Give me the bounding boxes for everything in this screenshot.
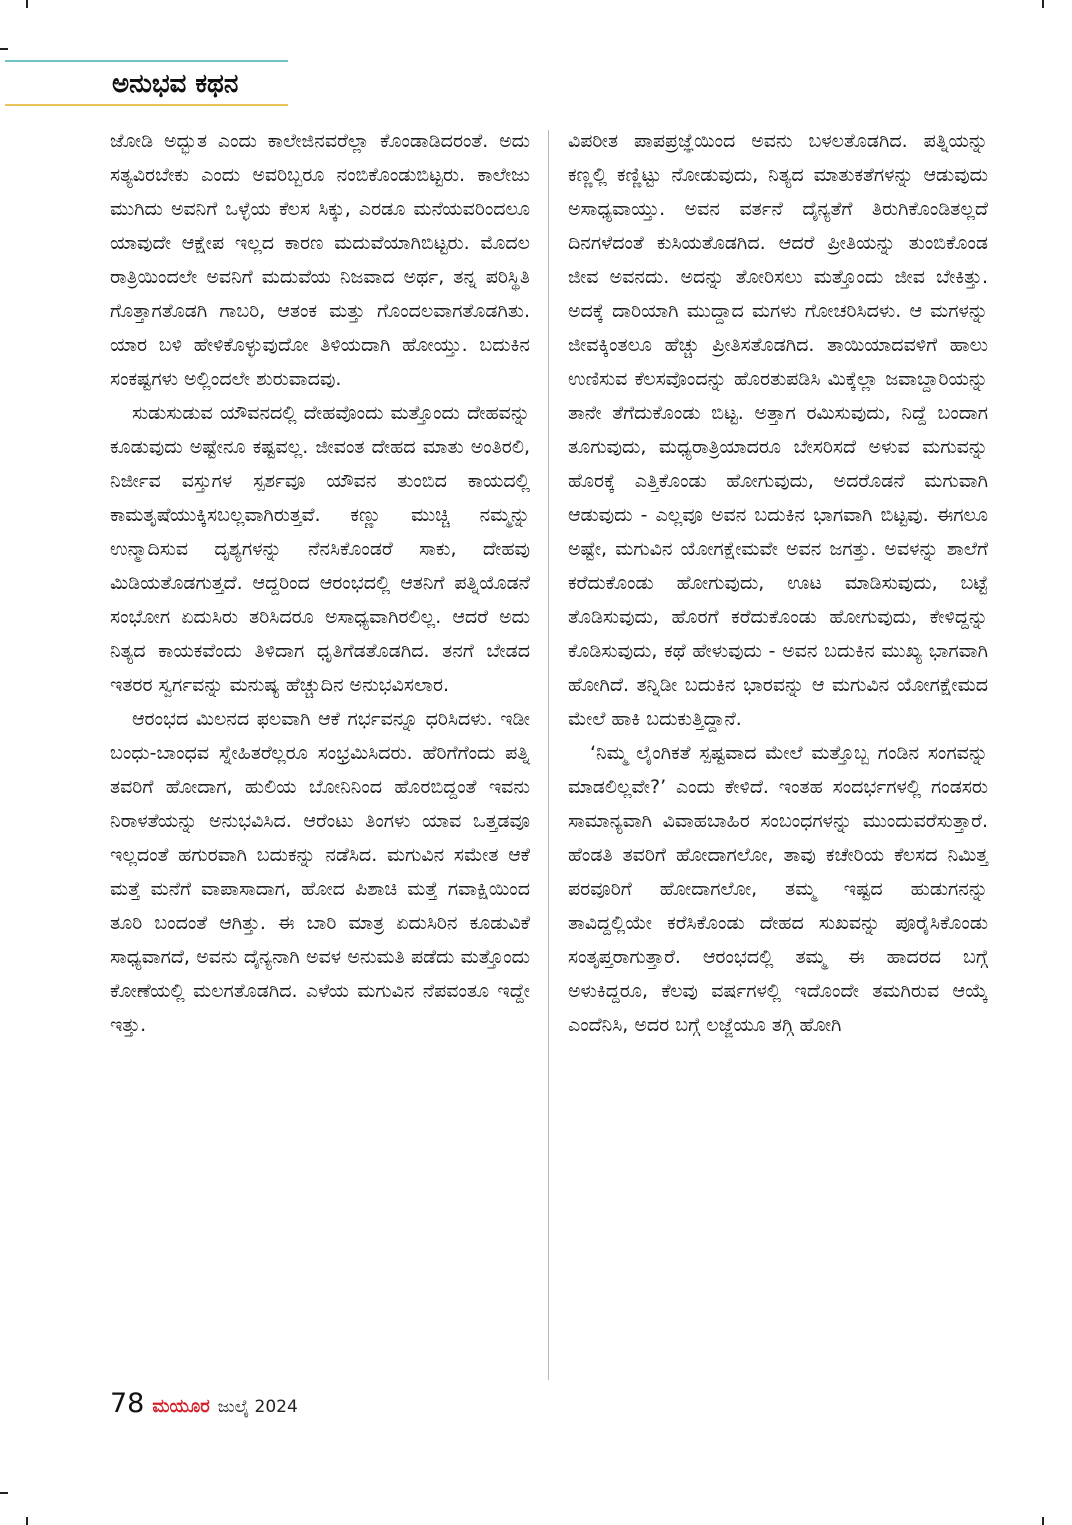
crop-mark xyxy=(26,0,28,8)
crop-mark xyxy=(26,1517,28,1525)
article-paragraph: ‘ನಿಮ್ಮ ಲೈಂಗಿಕತೆ ಸ್ಪಷ್ಟವಾದ ಮೇಲೆ ಮತ್ತೊಬ್ಬ ಗಂಡಿನ ಸಂಗವನ್ನು ಮಾಡಲಿಲ್ಲವೇ?’ ಎಂದು ಕೇಳಿದೆ. ಇಂತಹ ಸಂದರ್ಭಗಳಲ್ಲಿ ಗಂಡಸರು ಸಾಮಾನ್ಯವಾಗಿ ವಿವಾಹಬಾಹಿರ ಸಂಬಂಧಗಳನ್ನು ಮುಂದುವರೆಸುತ್ತಾರೆ. ಹೆಂಡತಿ ತವರಿಗೆ ಹೋದಾಗಲೋ, ತಾವು ಕಚೇರಿಯ ಕೆಲಸದ ನಿಮಿತ್ತ ಪರವೂರಿಗೆ ಹೋದಾಗಲೋ, ತಮ್ಮ ಇಷ್ಟದ ಹುಡುಗನನ್ನು ತಾವಿದ್ದಲ್ಲಿಯೇ ಕರೆಸಿಕೊಂಡು ದೇಹದ ಸುಖವನ್ನು ಪೂರೈಸಿಕೊಂಡು ಸಂತೃಪ್ತರಾಗುತ್ತಾರೆ. ಆರಂಭದಲ್ಲಿ ತಮ್ಮ ಈ ಹಾದರದ ಬಗ್ಗೆ ಅಳುಕಿದ್ದರೂ, ಕೆಲವು ವರ್ಷಗಳಲ್ಲಿ ಇದೊಂದೇ ತಮಗಿರುವ ಆಯ್ಕೆ ಎಂದೆನಿಸಿ, ಅದರ ಬಗ್ಗೆ ಲಜ್ಜೆಯೂ ತಗ್ಗಿ ಹೋಗಿ xyxy=(568,742,988,1036)
issue-date: ಜುಲೈ 2024 xyxy=(217,1397,298,1417)
crop-mark xyxy=(1042,1517,1044,1525)
article-column-left xyxy=(110,124,530,1042)
crop-mark xyxy=(0,48,8,50)
section-title-bottom-rule xyxy=(5,104,288,106)
article-column-right xyxy=(568,124,988,1042)
article-paragraph: ವಿಪರೀತ ಪಾಪಪ್ರಜ್ಞೆಯಿಂದ ಅವನು ಬಳಲತೊಡಗಿದ. ಪತ್ನಿಯನ್ನು ಕಣ್ಣಲ್ಲಿ ಕಣ್ಣಿಟ್ಟು ನೋಡುವುದು, ನಿತ್ಯದ ಮಾತುಕತೆಗಳನ್ನು ಆಡುವುದು ಅಸಾಧ್ಯವಾಯ್ತು. ಅವನ ವರ್ತನೆ ದೈನ್ಯತೆಗೆ ತಿರುಗಿಕೊಂಡಿತಲ್ಲದೆ ದಿನಗಳೆದಂತೆ ಕುಸಿಯತೊಡಗಿದ. ಆದರೆ ಪ್ರೀತಿಯನ್ನು ತುಂಬಿಕೊಂಡ ಜೀವ ಅವನದು. ಅದನ್ನು ತೋರಿಸಲು ಮತ್ತೊಂದು ಜೀವ ಬೇಕಿತ್ತು. ಅದಕ್ಕೆ ದಾರಿಯಾಗಿ ಮುದ್ದಾದ ಮಗಳು ಗೋಚರಿಸಿದಳು. ಆ ಮಗಳನ್ನು ಜೀವಕ್ಕಿಂತಲೂ ಹೆಚ್ಚು ಪ್ರೀತಿಸತೊಡಗಿದ. ತಾಯಿಯಾದವಳಿಗೆ ಹಾಲು ಉಣಿಸುವ ಕೆಲಸವೊಂದನ್ನು ಹೊರತುಪಡಿಸಿ ಮಿಕ್ಕೆಲ್ಲಾ ಜವಾಬ್ದಾರಿಯನ್ನು ತಾನೇ ತೆಗೆದುಕೊಂಡು ಬಿಟ್ಟ. ಅತ್ತಾಗ ರಮಿಸುವುದು, ನಿದ್ದೆ ಬಂದಾಗ ತೂಗುವುದು, ಮಧ್ಯರಾತ್ರಿಯಾದರೂ ಬೇಸರಿಸದೆ ಅಳುವ ಮಗುವನ್ನು ಹೊರಕ್ಕೆ ಎತ್ತಿಕೊಂಡು ಹೋಗುವುದು, ಅದರೊಡನೆ ಮಗುವಾಗಿ ಆಡುವುದು - ಎಲ್ಲವೂ ಅವನ ಬದುಕಿನ ಭಾಗವಾಗಿ ಬಿಟ್ಟವು. ಈಗಲೂ ಅಷ್ಟೇ, ಮಗುವಿನ ಯೋಗಕ್ಷೇಮವೇ ಅವನ ಜಗತ್ತು. ಅವಳನ್ನು ಶಾಲೆಗೆ ಕರೆದುಕೊಂಡು ಹೋಗುವುದು, ಊಟ ಮಾಡಿಸುವುದು, ಬಟ್ಟೆ ತೊಡಿಸುವುದು, ಹೊರಗೆ ಕರೆದುಕೊಂಡು ಹೋಗುವುದು, ಕೇಳಿದ್ದನ್ನು ಕೊಡಿಸುವುದು, ಕಥೆ ಹೇಳುವುದು - ಅವನ ಬದುಕಿನ ಮುಖ್ಯ ಭಾಗವಾಗಿ ಹೋಗಿದೆ. ತನ್ನಿಡೀ ಬದುಕಿನ ಭಾರವನ್ನು ಆ ಮಗುವಿನ ಯೋಗಕ್ಷೇಮದ ಮೇಲೆ ಹಾಕಿ ಬದುಕುತ್ತಿದ್ದಾನೆ. xyxy=(568,130,988,730)
column-divider xyxy=(548,130,549,1380)
crop-mark xyxy=(0,1492,8,1494)
crop-mark xyxy=(1042,0,1044,8)
article-paragraph: ಸುಡುಸುಡುವ ಯೌವನದಲ್ಲಿ ದೇಹವೊಂದು ಮತ್ತೊಂದು ದೇಹವನ್ನು ಕೂಡುವುದು ಅಷ್ಟೇನೂ ಕಷ್ಟವಲ್ಲ. ಜೀವಂತ ದೇಹದ ಮಾತು ಅಂತಿರಲಿ, ನಿರ್ಜೀವ ವಸ್ತುಗಳ ಸ್ಪರ್ಶವೂ ಯೌವನ ತುಂಬಿದ ಕಾಯದಲ್ಲಿ ಕಾಮತೃಷೆಯುಕ್ಕಿಸಬಲ್ಲವಾಗಿರುತ್ತವೆ. ಕಣ್ಣು ಮುಚ್ಚಿ ನಮ್ಮನ್ನು ಉನ್ಮಾದಿಸುವ ದೃಶ್ಯಗಳನ್ನು ನೆನಸಿಕೊಂಡರೆ ಸಾಕು, ದೇಹವು ಮಿಡಿಯತೊಡಗುತ್ತದೆ. ಆದ್ದರಿಂದ ಆರಂಭದಲ್ಲಿ ಆತನಿಗೆ ಪತ್ನಿಯೊಡನೆ ಸಂಭೋಗ ಏದುಸಿರು ತರಿಸಿದರೂ ಅಸಾಧ್ಯವಾಗಿರಲಿಲ್ಲ. ಆದರೆ ಅದು ನಿತ್ಯದ ಕಾಯಕವೆಂದು ತಿಳಿದಾಗ ಧೃತಿಗೆಡತೊಡಗಿದ. ತನಗೆ ಬೇಡದ ಇತರರ ಸ್ವರ್ಗವನ್ನು ಮನುಷ್ಯ ಹೆಚ್ಚುದಿನ ಅನುಭವಿಸಲಾರ. xyxy=(110,402,530,696)
section-title-top-rule xyxy=(5,60,288,62)
page-number: 78 xyxy=(110,1388,145,1419)
magazine-logo: ಮಯೂರ xyxy=(152,1396,210,1417)
article-paragraph: ಜೋಡಿ ಅದ್ಭುತ ಎಂದು ಕಾಲೇಜಿನವರೆಲ್ಲಾ ಕೊಂಡಾಡಿದರಂತೆ. ಅದು ಸತ್ಯವಿರಬೇಕು ಎಂದು ಅವರಿಬ್ಬರೂ ನಂಬಿಕೊಂಡುಬಿಟ್ಟರು. ಕಾಲೇಜು ಮುಗಿದು ಅವನಿಗೆ ಒಳ್ಳೆಯ ಕೆಲಸ ಸಿಕ್ಕು, ಎರಡೂ ಮನೆಯವರಿಂದಲೂ ಯಾವುದೇ ಆಕ್ಷೇಪ ಇಲ್ಲದ ಕಾರಣ ಮದುವೆಯಾಗಿಬಿಟ್ಟರು. ಮೊದಲ ರಾತ್ರಿಯಿಂದಲೇ ಅವನಿಗೆ ಮದುವೆಯ ನಿಜವಾದ ಅರ್ಥ, ತನ್ನ ಪರಿಸ್ಥಿತಿ ಗೊತ್ತಾಗತೊಡಗಿ ಗಾಬರಿ, ಆತಂಕ ಮತ್ತು ಗೊಂದಲವಾಗತೊಡಗಿತು. ಯಾರ ಬಳಿ ಹೇಳಿಕೊಳ್ಳುವುದೋ ತಿಳಿಯದಾಗಿ ಹೋಯ್ತು. ಬದುಕಿನ ಸಂಕಷ್ಟಗಳು ಅಲ್ಲಿಂದಲೇ ಶುರುವಾದವು. xyxy=(110,130,530,390)
section-title: ಅನುಭವ ಕಥನ xyxy=(112,69,239,99)
article-paragraph: ಆರಂಭದ ಮಿಲನದ ಫಲವಾಗಿ ಆಕೆ ಗರ್ಭವನ್ನೂ ಧರಿಸಿದಳು. ಇಡೀ ಬಂಧು-ಬಾಂಧವ ಸ್ನೇಹಿತರೆಲ್ಲರೂ ಸಂಭ್ರಮಿಸಿದರು. ಹೆರಿಗೆಗೆಂದು ಪತ್ನಿ ತವರಿಗೆ ಹೋದಾಗ, ಹುಲಿಯ ಬೋನಿನಿಂದ ಹೊರಬಿದ್ದಂತೆ ಇವನು ನಿರಾಳತೆಯನ್ನು ಅನುಭವಿಸಿದ. ಆರೆಂಟು ತಿಂಗಳು ಯಾವ ಒತ್ತಡವೂ ಇಲ್ಲದಂತೆ ಹಗುರವಾಗಿ ಬದುಕನ್ನು ನಡೆಸಿದ. ಮಗುವಿನ ಸಮೇತ ಆಕೆ ಮತ್ತೆ ಮನೆಗೆ ವಾಪಾಸಾದಾಗ, ಹೋದ ಪಿಶಾಚಿ ಮತ್ತೆ ಗವಾಕ್ಷಿಯಿಂದ ತೂರಿ ಬಂದಂತೆ ಆಗಿತ್ತು. ಈ ಬಾರಿ ಮಾತ್ರ ಏದುಸಿರಿನ ಕೂಡುವಿಕೆ ಸಾಧ್ಯವಾಗದೆ, ಅವನು ದೈನ್ಯನಾಗಿ ಅವಳ ಅನುಮತಿ ಪಡೆದು ಮತ್ತೊಂದು ಕೋಣೆಯಲ್ಲಿ ಮಲಗತೊಡಗಿದ. ಎಳೆಯ ಮಗುವಿನ ನೆಪವಂತೂ ಇದ್ದೇ ಇತ್ತು. xyxy=(110,708,530,1036)
page-footer xyxy=(110,1388,298,1432)
